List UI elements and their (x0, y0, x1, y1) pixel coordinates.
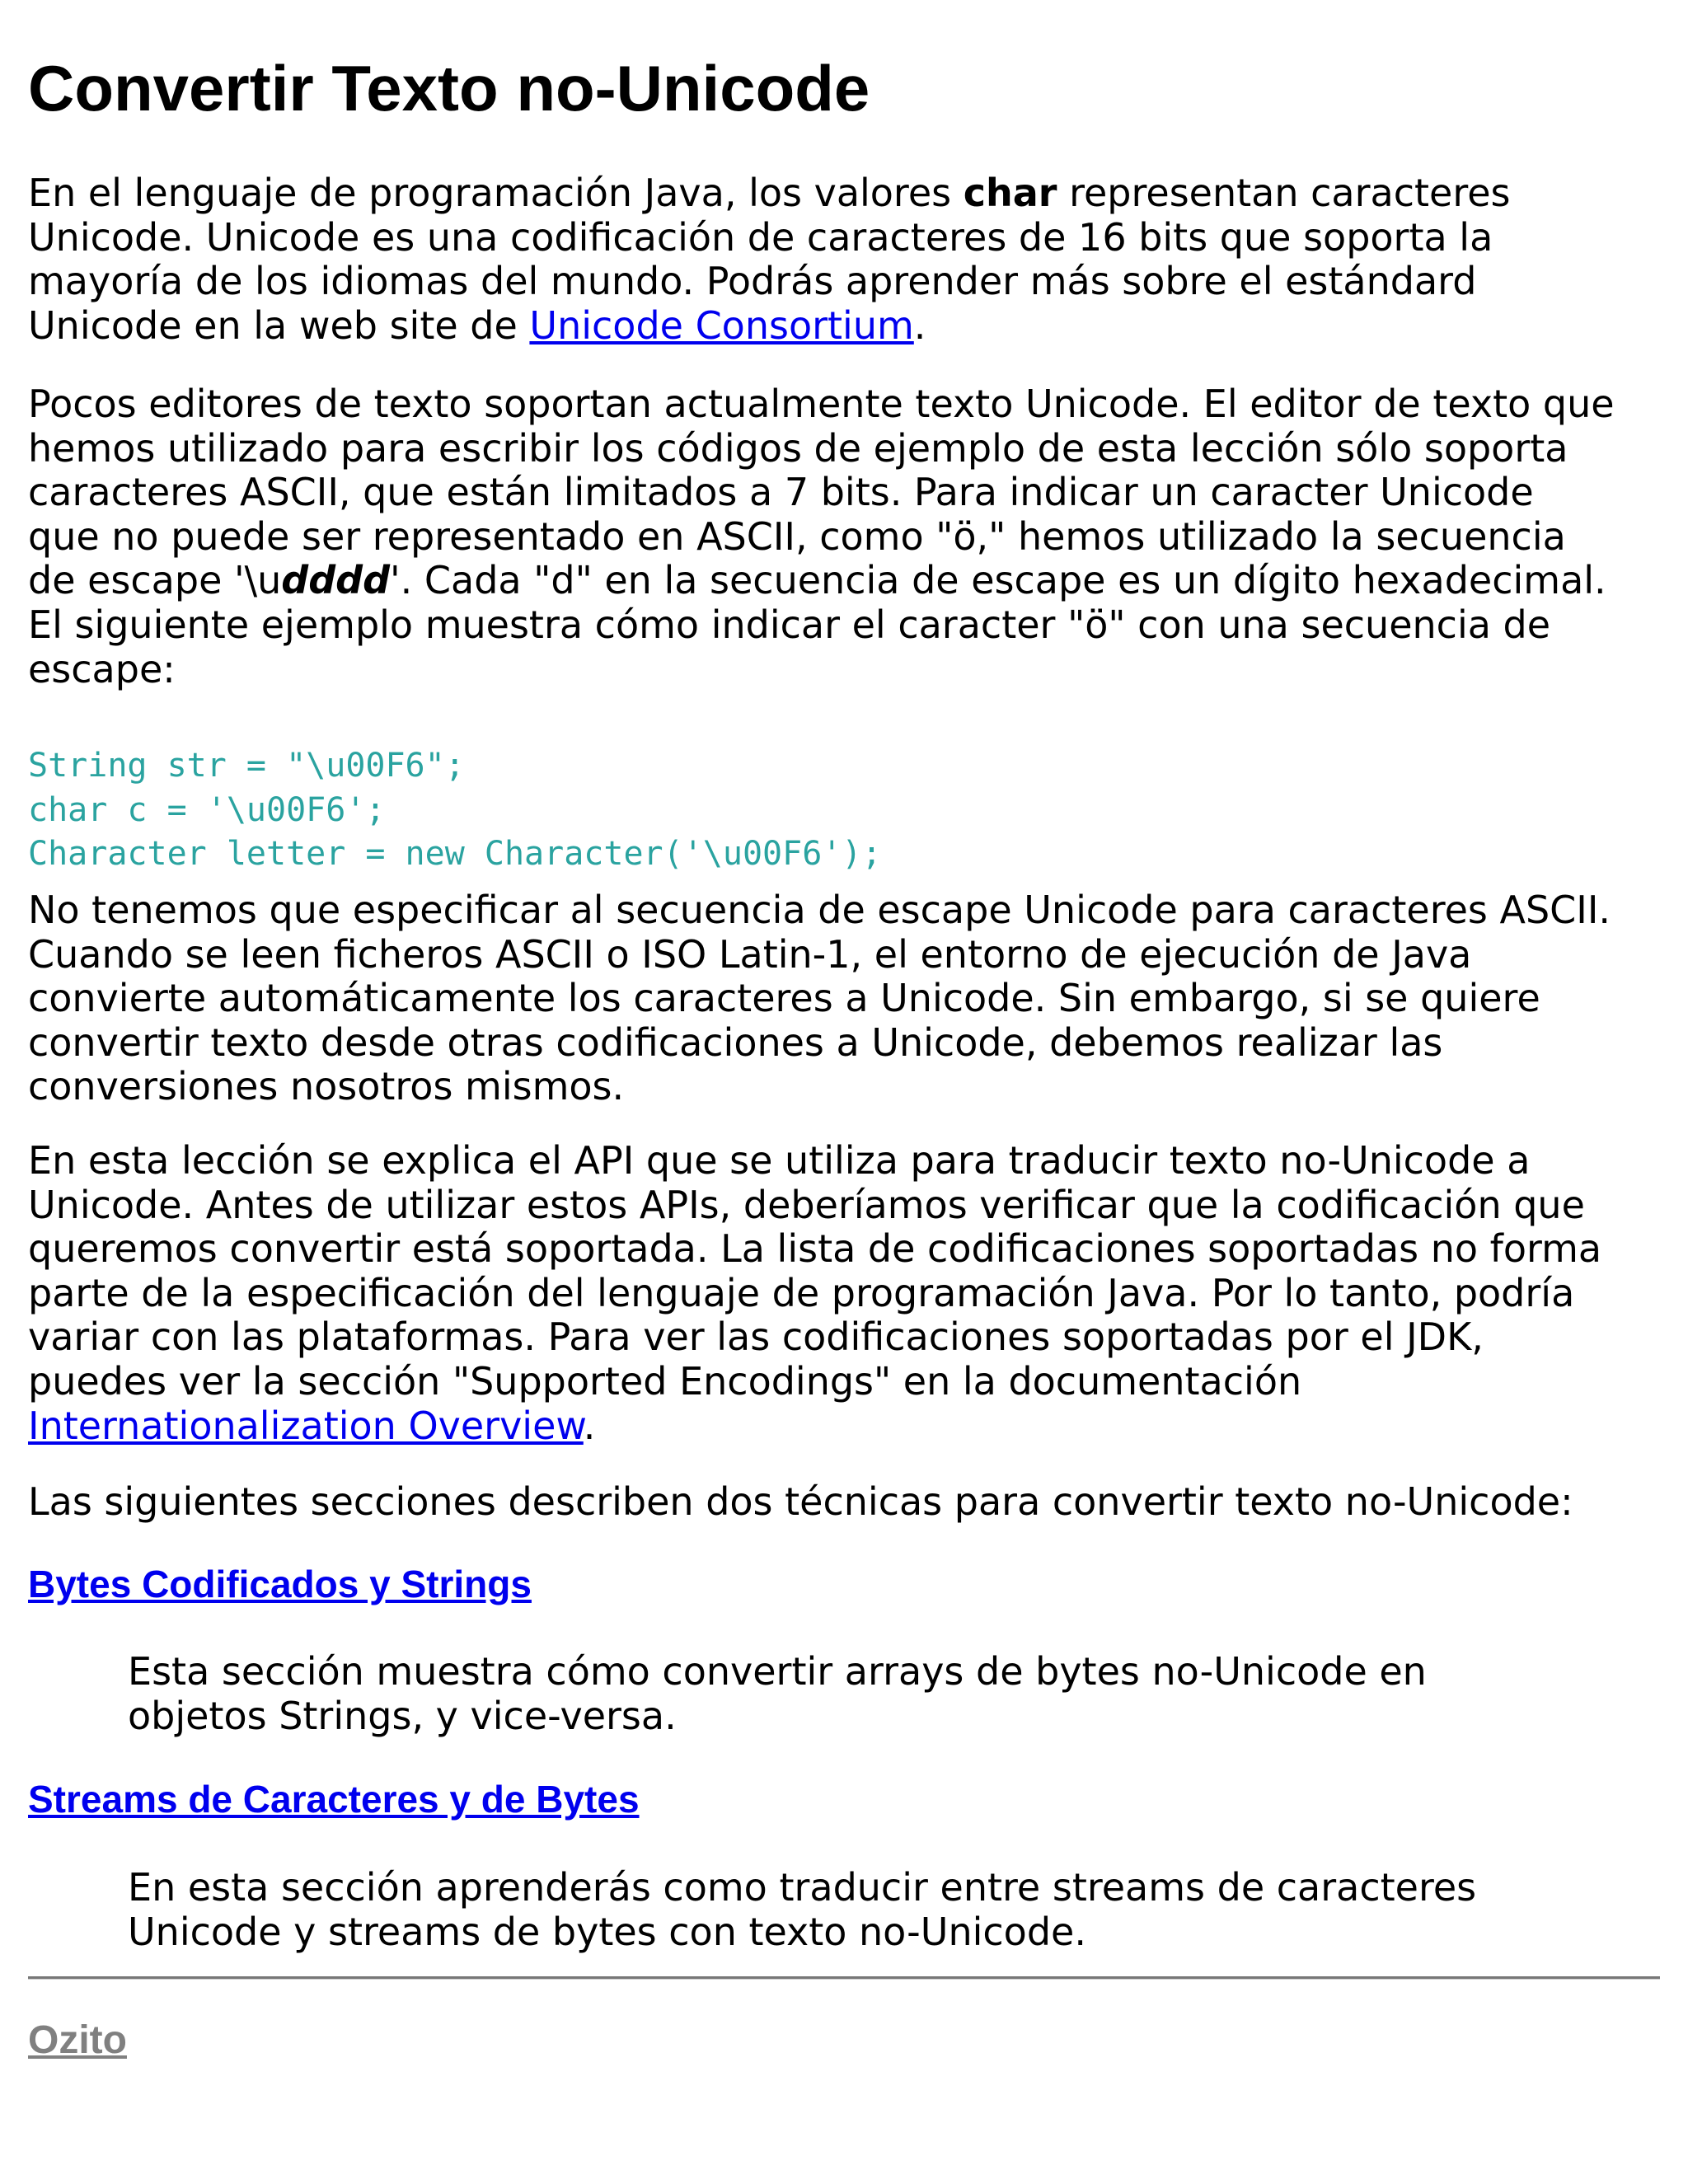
text-span: '. Cada "d" en la secuencia de escape es un dígito hexadecimal. (390, 558, 1606, 603)
text-span: representan caracteres (1057, 171, 1511, 215)
text-line: Unicode y streams de bytes con texto no-Unicode. (128, 1909, 1086, 1954)
text-line: escape: (28, 646, 176, 691)
text-span: En el lenguaje de programación Java, los valores (28, 171, 964, 215)
text-line (28, 1404, 1601, 1449)
code-line: String str = "\u00F6"; (28, 747, 465, 785)
text-line: caracteres ASCII, que están limitados a 7 bits. Para indicar un caracter Unicode (28, 470, 1534, 515)
code-example (28, 744, 882, 877)
text-line: El siguiente ejemplo muestra cómo indicar el caracter "ö" con una secuencia de (28, 602, 1551, 647)
ascii-paragraph (28, 888, 1611, 1109)
char-keyword: char (963, 171, 1057, 215)
section-link-bytes-codificados[interactable]: Bytes Codificados y Strings (28, 1563, 532, 1605)
text-span: de escape '\u (28, 558, 282, 603)
text-line: objetos Strings, y vice-versa. (128, 1693, 677, 1738)
text-line: No tenemos que especificar al secuencia de escape Unicode para caracteres ASCII. (28, 888, 1611, 932)
text-line: que no puede ser representado en ASCII, como "ö," hemos utilizado la secuencia (28, 513, 1566, 559)
text-line: puedes ver la sección "Supported Encodings" en la documentación (28, 1358, 1302, 1404)
escape-paragraph (28, 382, 1615, 691)
code-line: Character letter = new Character('\u00F6'); (28, 835, 882, 874)
section-description (128, 1650, 1427, 1738)
text-span: . (583, 1403, 596, 1448)
text-line (28, 171, 1511, 216)
section-description (128, 1866, 1476, 1954)
ozito-footer-link[interactable]: Ozito (28, 2018, 127, 2062)
text-line (28, 304, 1511, 349)
text-span: . (913, 302, 926, 348)
page-title: Convertir Texto no-Unicode (28, 52, 870, 124)
text-line: queremos convertir está soportada. La lista de codificaciones soportadas no forma (28, 1226, 1602, 1272)
intro-paragraph (28, 171, 1511, 348)
text-line: En esta sección aprenderás como traducir entre streams de caracteres (128, 1865, 1477, 1910)
text-line: Unicode. Unicode es una codificación de caracteres de 16 bits que soporta la (28, 214, 1493, 260)
text-line: En esta lección se explica el API que se utiliza para traducir texto no-Unicode a (28, 1138, 1531, 1183)
text-line: Esta sección muestra cómo convertir arrays de bytes no-Unicode en (128, 1649, 1427, 1694)
text-line (28, 559, 1615, 603)
section-link-streams[interactable]: Streams de Caracteres y de Bytes (28, 1778, 640, 1821)
text-line: hemos utilizado para escribir los códigos de ejemplo de esta lección sólo soporta (28, 425, 1568, 471)
sections-intro: Las siguientes secciones describen dos técnicas para convertir texto no-Unicode: (28, 1479, 1573, 1524)
text-line: Cuando se leen ficheros ASCII o ISO Latin-1, el entorno de ejecución de Java (28, 931, 1472, 977)
escape-digits: dddd (281, 558, 391, 603)
text-line: Unicode. Antes de utilizar estos APIs, deberíamos verificar que la codificación que (28, 1182, 1585, 1227)
text-line: convertir texto desde otras codificaciones a Unicode, debemos realizar las (28, 1019, 1443, 1065)
horizontal-rule (28, 1976, 1660, 1980)
text-line: Pocos editores de texto soportan actualmente texto Unicode. El editor de texto que (28, 382, 1615, 426)
text-line: mayoría de los idiomas del mundo. Podrás aprender más sobre el estándard (28, 259, 1477, 304)
text-line: parte de la especificación del lenguaje de programación Java. Por lo tanto, podría (28, 1270, 1575, 1315)
text-line: variar con las plataformas. Para ver las codificaciones soportadas por el JDK, (28, 1315, 1484, 1360)
text-line: conversiones nosotros mismos. (28, 1064, 625, 1109)
unicode-consortium-link[interactable]: Unicode Consortium (529, 302, 914, 348)
text-span: Unicode en la web site de (28, 302, 530, 348)
api-paragraph (28, 1139, 1601, 1448)
text-line: convierte automáticamente los caracteres a Unicode. Sin embargo, si se quiere (28, 976, 1540, 1021)
code-line: char c = '\u00F6'; (28, 790, 386, 829)
internationalization-overview-link[interactable]: Internationalization Overview (28, 1403, 584, 1448)
